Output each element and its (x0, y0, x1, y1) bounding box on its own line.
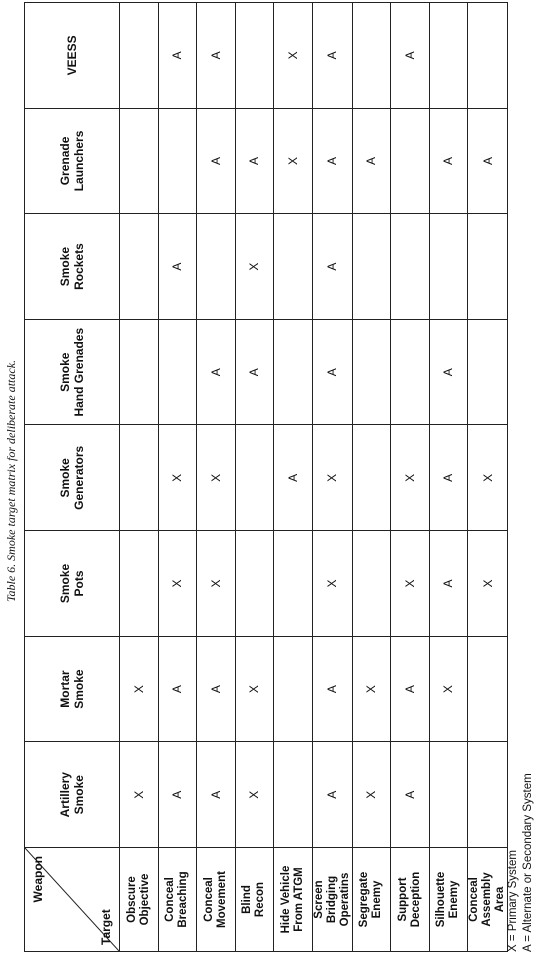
smoke-target-matrix (24, 2, 508, 952)
matrix-cell (352, 319, 391, 425)
matrix-cell: A (429, 425, 468, 531)
weapon-axis-label: Weapon (31, 856, 45, 903)
weapon-header: Artillery Smoke (25, 742, 120, 848)
target-label: Support Deception (391, 848, 430, 952)
matrix-cell: X (197, 531, 236, 637)
matrix-cell: A (235, 319, 274, 425)
matrix-cell: X (352, 636, 391, 742)
matrix-cell (235, 531, 274, 637)
table-row (158, 3, 197, 952)
table-row (197, 3, 236, 952)
table-row (120, 3, 159, 952)
target-label: Screen Bridging Operatins (312, 848, 352, 952)
table-caption: Table 6. Smoke target matrix for deliberate attack. (4, 359, 18, 603)
target-label: Silhouette Enemy (429, 848, 468, 952)
matrix-cell: X (120, 742, 159, 848)
matrix-cell (468, 3, 508, 109)
matrix-cell: X (468, 531, 508, 637)
matrix-cell: A (391, 636, 430, 742)
matrix-cell: A (352, 108, 391, 214)
target-label: Conceal Movement (197, 848, 236, 952)
matrix-cell (274, 319, 313, 425)
matrix-cell: A (429, 319, 468, 425)
target-label: Conceal Assembly Area (468, 848, 508, 952)
table-row (468, 3, 508, 952)
matrix-cell (391, 214, 430, 320)
matrix-cell: A (312, 319, 352, 425)
matrix-cell (120, 531, 159, 637)
header-row (25, 3, 120, 952)
matrix-cell (468, 319, 508, 425)
matrix-cell: A (312, 214, 352, 320)
corner-header (25, 848, 120, 952)
matrix-cell: A (197, 108, 236, 214)
weapon-header: Grenade Launchers (25, 108, 120, 214)
matrix-cell: A (312, 3, 352, 109)
matrix-cell: X (235, 636, 274, 742)
matrix-cell: X (197, 425, 236, 531)
matrix-cell: A (312, 636, 352, 742)
matrix-cell (120, 425, 159, 531)
table-row (235, 3, 274, 952)
matrix-cell (391, 108, 430, 214)
weapon-header: Smoke Generators (25, 425, 120, 531)
matrix-cell: A (158, 214, 197, 320)
matrix-cell: X (391, 531, 430, 637)
matrix-cell (274, 636, 313, 742)
matrix-cell (120, 214, 159, 320)
legend-alternate: A = Alternate or Secondary System (522, 773, 534, 952)
target-label: Obscure Objective (120, 848, 159, 952)
matrix-cell (352, 531, 391, 637)
matrix-cell (158, 108, 197, 214)
table-row (429, 3, 468, 952)
legend (506, 452, 536, 952)
weapon-header: Smoke Hand Grenades (25, 319, 120, 425)
weapon-header: Smoke Pots (25, 531, 120, 637)
target-label: Conceal Breaching (158, 848, 197, 952)
matrix-cell: A (158, 636, 197, 742)
target-axis-label: Target (99, 909, 113, 945)
matrix-cell: A (197, 3, 236, 109)
matrix-cell: X (312, 531, 352, 637)
matrix-cell: A (391, 742, 430, 848)
table-row (391, 3, 430, 952)
matrix-cell: A (158, 742, 197, 848)
table-row (312, 3, 352, 952)
matrix-cell (352, 3, 391, 109)
matrix-cell (274, 531, 313, 637)
matrix-cell (235, 425, 274, 531)
matrix-cell: A (468, 108, 508, 214)
matrix-cell: X (391, 425, 430, 531)
matrix-cell: A (158, 3, 197, 109)
matrix-cell (429, 742, 468, 848)
table-row (274, 3, 313, 952)
matrix-cell (120, 3, 159, 109)
matrix-cell (120, 108, 159, 214)
matrix-cell (235, 3, 274, 109)
matrix-cell: A (312, 108, 352, 214)
matrix-cell (274, 214, 313, 320)
table-row (352, 3, 391, 952)
matrix-cell: A (274, 425, 313, 531)
target-label: Hide Vehicle From ATGM (274, 848, 313, 952)
matrix-cell (158, 319, 197, 425)
matrix-cell (120, 319, 159, 425)
matrix-cell: A (197, 742, 236, 848)
matrix-cell (274, 742, 313, 848)
matrix-cell: A (391, 3, 430, 109)
matrix-cell: X (468, 425, 508, 531)
matrix-cell (429, 214, 468, 320)
matrix-cell: X (235, 214, 274, 320)
matrix-cell: X (312, 425, 352, 531)
matrix-cell (468, 742, 508, 848)
matrix-cell (352, 214, 391, 320)
matrix-cell: X (158, 425, 197, 531)
matrix-cell: X (235, 742, 274, 848)
matrix-cell (391, 319, 430, 425)
matrix-cell: X (352, 742, 391, 848)
target-label: Blind Recon (235, 848, 274, 952)
matrix-cell: X (274, 3, 313, 109)
matrix-cell (468, 636, 508, 742)
matrix-cell: A (312, 742, 352, 848)
matrix-cell: X (429, 636, 468, 742)
target-label: Segregate Enemy (352, 848, 391, 952)
matrix-cell: X (274, 108, 313, 214)
matrix-cell: A (197, 319, 236, 425)
matrix-cell: X (120, 636, 159, 742)
matrix-cell: X (158, 531, 197, 637)
matrix-cell (197, 214, 236, 320)
matrix-cell: A (197, 636, 236, 742)
matrix-cell: A (429, 531, 468, 637)
matrix-cell (352, 425, 391, 531)
matrix-cell: A (429, 108, 468, 214)
weapon-header: Smoke Rockets (25, 214, 120, 320)
weapon-header: VEESS (25, 3, 120, 109)
legend-primary: X = Primary System (507, 850, 519, 952)
matrix-cell (429, 3, 468, 109)
weapon-header: Mortar Smoke (25, 636, 120, 742)
matrix-cell: A (235, 108, 274, 214)
matrix-body (120, 3, 508, 952)
matrix-cell (468, 214, 508, 320)
